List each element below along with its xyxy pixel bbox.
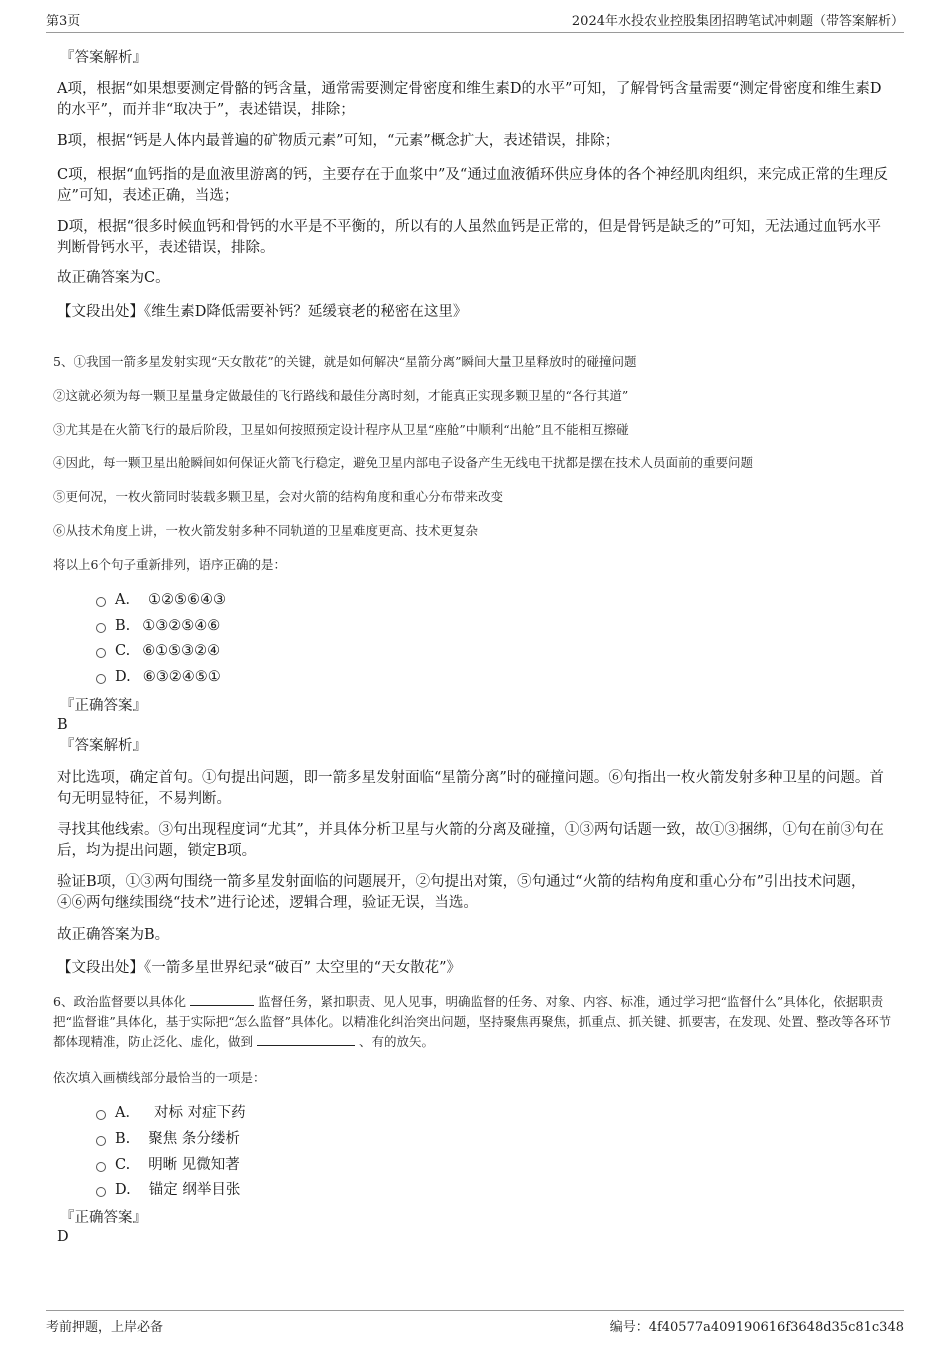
radio-icon[interactable] (96, 648, 106, 658)
page-header (46, 10, 904, 33)
document-title: 2024年水投农业控股集团招聘笔试冲刺题（带答案解析） (571, 14, 904, 29)
correct-answer: B (57, 717, 68, 733)
radio-icon[interactable] (96, 597, 106, 607)
q6-text-1: 6、政治监督要以具体化 (53, 994, 186, 1009)
footer-slogan: 考前押题，上岸必备 (46, 1320, 164, 1335)
option-text: 明晰 见微知著 (148, 1157, 240, 1173)
q5-sentence-2: ②这就必须为每一颗卫星量身定做最佳的飞行路线和最佳分离时刻，才能真正实现多颗卫星的“各行其道” (53, 388, 629, 403)
q5-sentence-6: ⑥从技术角度上讲，一枚火箭发射多种不同轨道的卫星难度更高、技术更复杂 (53, 523, 479, 538)
option-letter: A． (115, 1105, 140, 1121)
option-letter: A． (115, 592, 140, 608)
correct-answer: D (57, 1229, 69, 1245)
q5-analysis-p1: 对比选项，确定首句。①句提出问题，即一箭多星发射面临“星箭分离”时的碰撞问题。⑥句指出一枚火箭发射多种卫星的问题。首句无明显特征，不易判断。 (57, 770, 884, 807)
option-letter: C. (115, 1157, 131, 1173)
q5-option-d[interactable] (96, 667, 221, 687)
q5-sentence-1: 5、①我国一箭多星发射实现“天女散花”的关键，就是如何解决“星箭分离”瞬间大量卫星释放时的碰撞问题 (53, 354, 637, 369)
radio-icon[interactable] (96, 1162, 106, 1172)
q6-option-c[interactable] (96, 1155, 240, 1175)
analysis-heading: 『答案解析』 (60, 738, 147, 754)
q5-option-a[interactable] (96, 590, 226, 610)
option-text: ⑥①⑤③②④ (142, 643, 221, 659)
document-code: 编号：4f40577a409190616f3648d35c81c348 (609, 1320, 904, 1335)
option-text: 锚定 纲举目张 (148, 1182, 241, 1198)
option-letter: D. (115, 1182, 131, 1198)
q6-option-d[interactable] (96, 1180, 240, 1200)
option-text: ⑥③②④⑤① (142, 669, 221, 685)
analysis-option-b: B项，根据“钙是人体内最普遍的矿物质元素”可知，“元素”概念扩大，表述错误，排除； (57, 133, 620, 149)
q6-text-3: 、有的放矢。 (358, 1034, 434, 1049)
q5-option-c[interactable] (96, 641, 220, 661)
q5-option-b[interactable] (96, 616, 220, 636)
fill-blank-2 (257, 1033, 355, 1046)
option-text: 聚焦 条分缕析 (148, 1131, 240, 1147)
page-number: 第3页 (46, 14, 81, 29)
correct-answer-heading: 『正确答案』 (60, 698, 147, 714)
q6-passage (53, 992, 903, 1052)
q5-sentence-4: ④因此，每一颗卫星出舱瞬间如何保证火箭飞行稳定，避免卫星内部电子设备产生无线电干扰都是摆在技术人员面前的重要问题 (53, 455, 754, 470)
passage-source: 【文段出处】《维生素D降低需要补钙？延缓衰老的秘密在这里》 (57, 304, 468, 320)
radio-icon[interactable] (96, 674, 106, 684)
option-letter: B. (115, 618, 131, 634)
q5-sentence-5: ⑤更何况，一枚火箭同时装载多颗卫星，会对火箭的结构角度和重心分布带来改变 (53, 489, 504, 504)
correct-answer-heading: 『正确答案』 (60, 1210, 147, 1226)
q6-option-b[interactable] (96, 1129, 240, 1149)
analysis-option-d: D项，根据“很多时候血钙和骨钙的水平是不平衡的，所以有的人虽然血钙是正常的，但是骨钙是缺乏的”可知，无法通过血钙水平判断骨钙水平，表述错误，排除。 (57, 219, 881, 256)
analysis-option-c: C项，根据“血钙指的是血液里游离的钙，主要存在于血浆中”及“通过血液循环供应身体的各个神经肌肉组织，来完成正常的生理反应”可知，表述正确，当选； (57, 167, 888, 204)
page-footer (46, 1310, 904, 1335)
q5-source: 【文段出处】《一箭多星世界纪录“破百” 太空里的“天女散花”》 (57, 960, 462, 976)
q6-text-2: 监督任务，紧扣职责、见人见事，明确监督的任务、对象、内容、标准，通过学习把“监督什么”具体化，依据职责把“监督谁”具体化，基于实际把“怎么监督”具体化。以精准化纠治突出问题，坚持聚焦再聚焦，抓重点、抓关键、抓要害，在发现、处置、整改等各环节都体现精准，防止泛化、虚化，做到 (53, 994, 892, 1049)
analysis-option-a: A项，根据“如果想要测定骨骼的钙含量，通常需要测定骨密度和维生素D的水平”可知，了解骨钙含量需要“测定骨密度和维生素D的水平”，而并非“取决于”，表述错误，排除； (57, 81, 882, 118)
q6-option-a[interactable] (96, 1103, 246, 1123)
q5-prompt: 将以上6个句子重新排列，语序正确的是： (53, 557, 286, 572)
radio-icon[interactable] (96, 1110, 106, 1120)
radio-icon[interactable] (96, 1136, 106, 1146)
q5-analysis-p3: 验证B项，①③两句围绕一箭多星发射面临的问题展开，②句提出对策，⑤句通过“火箭的结构角度和重心分布”引出技术问题，④⑥两句继续围绕“技术”进行论述，逻辑合理，验证无误，当选。 (57, 874, 866, 911)
q5-sentence-3: ③尤其是在火箭飞行的最后阶段，卫星如何按照预定设计程序从卫星“座舱”中顺利“出舱”且不能相互擦碰 (53, 422, 629, 437)
option-letter: D. (115, 669, 131, 685)
analysis-heading: 『答案解析』 (60, 50, 147, 66)
radio-icon[interactable] (96, 623, 106, 633)
fill-blank-1 (190, 993, 254, 1006)
q5-conclusion: 故正确答案为B。 (57, 927, 170, 943)
radio-icon[interactable] (96, 1187, 106, 1197)
analysis-conclusion: 故正确答案为C。 (57, 270, 170, 286)
option-letter: C. (115, 643, 131, 659)
option-text: ①③②⑤④⑥ (142, 618, 221, 634)
q6-prompt: 依次填入画横线部分最恰当的一项是： (53, 1070, 266, 1085)
option-text: 对标 对症下药 (153, 1105, 246, 1121)
option-letter: B. (115, 1131, 131, 1147)
q5-analysis-p2: 寻找其他线索。③句出现程度词“尤其”，并具体分析卫星与火箭的分离及碰撞，①③两句话题一致，故①③捆绑，①句在前③句在后，均为提出问题，锁定B项。 (57, 822, 884, 859)
option-text: ①②⑤⑥④③ (147, 592, 226, 608)
